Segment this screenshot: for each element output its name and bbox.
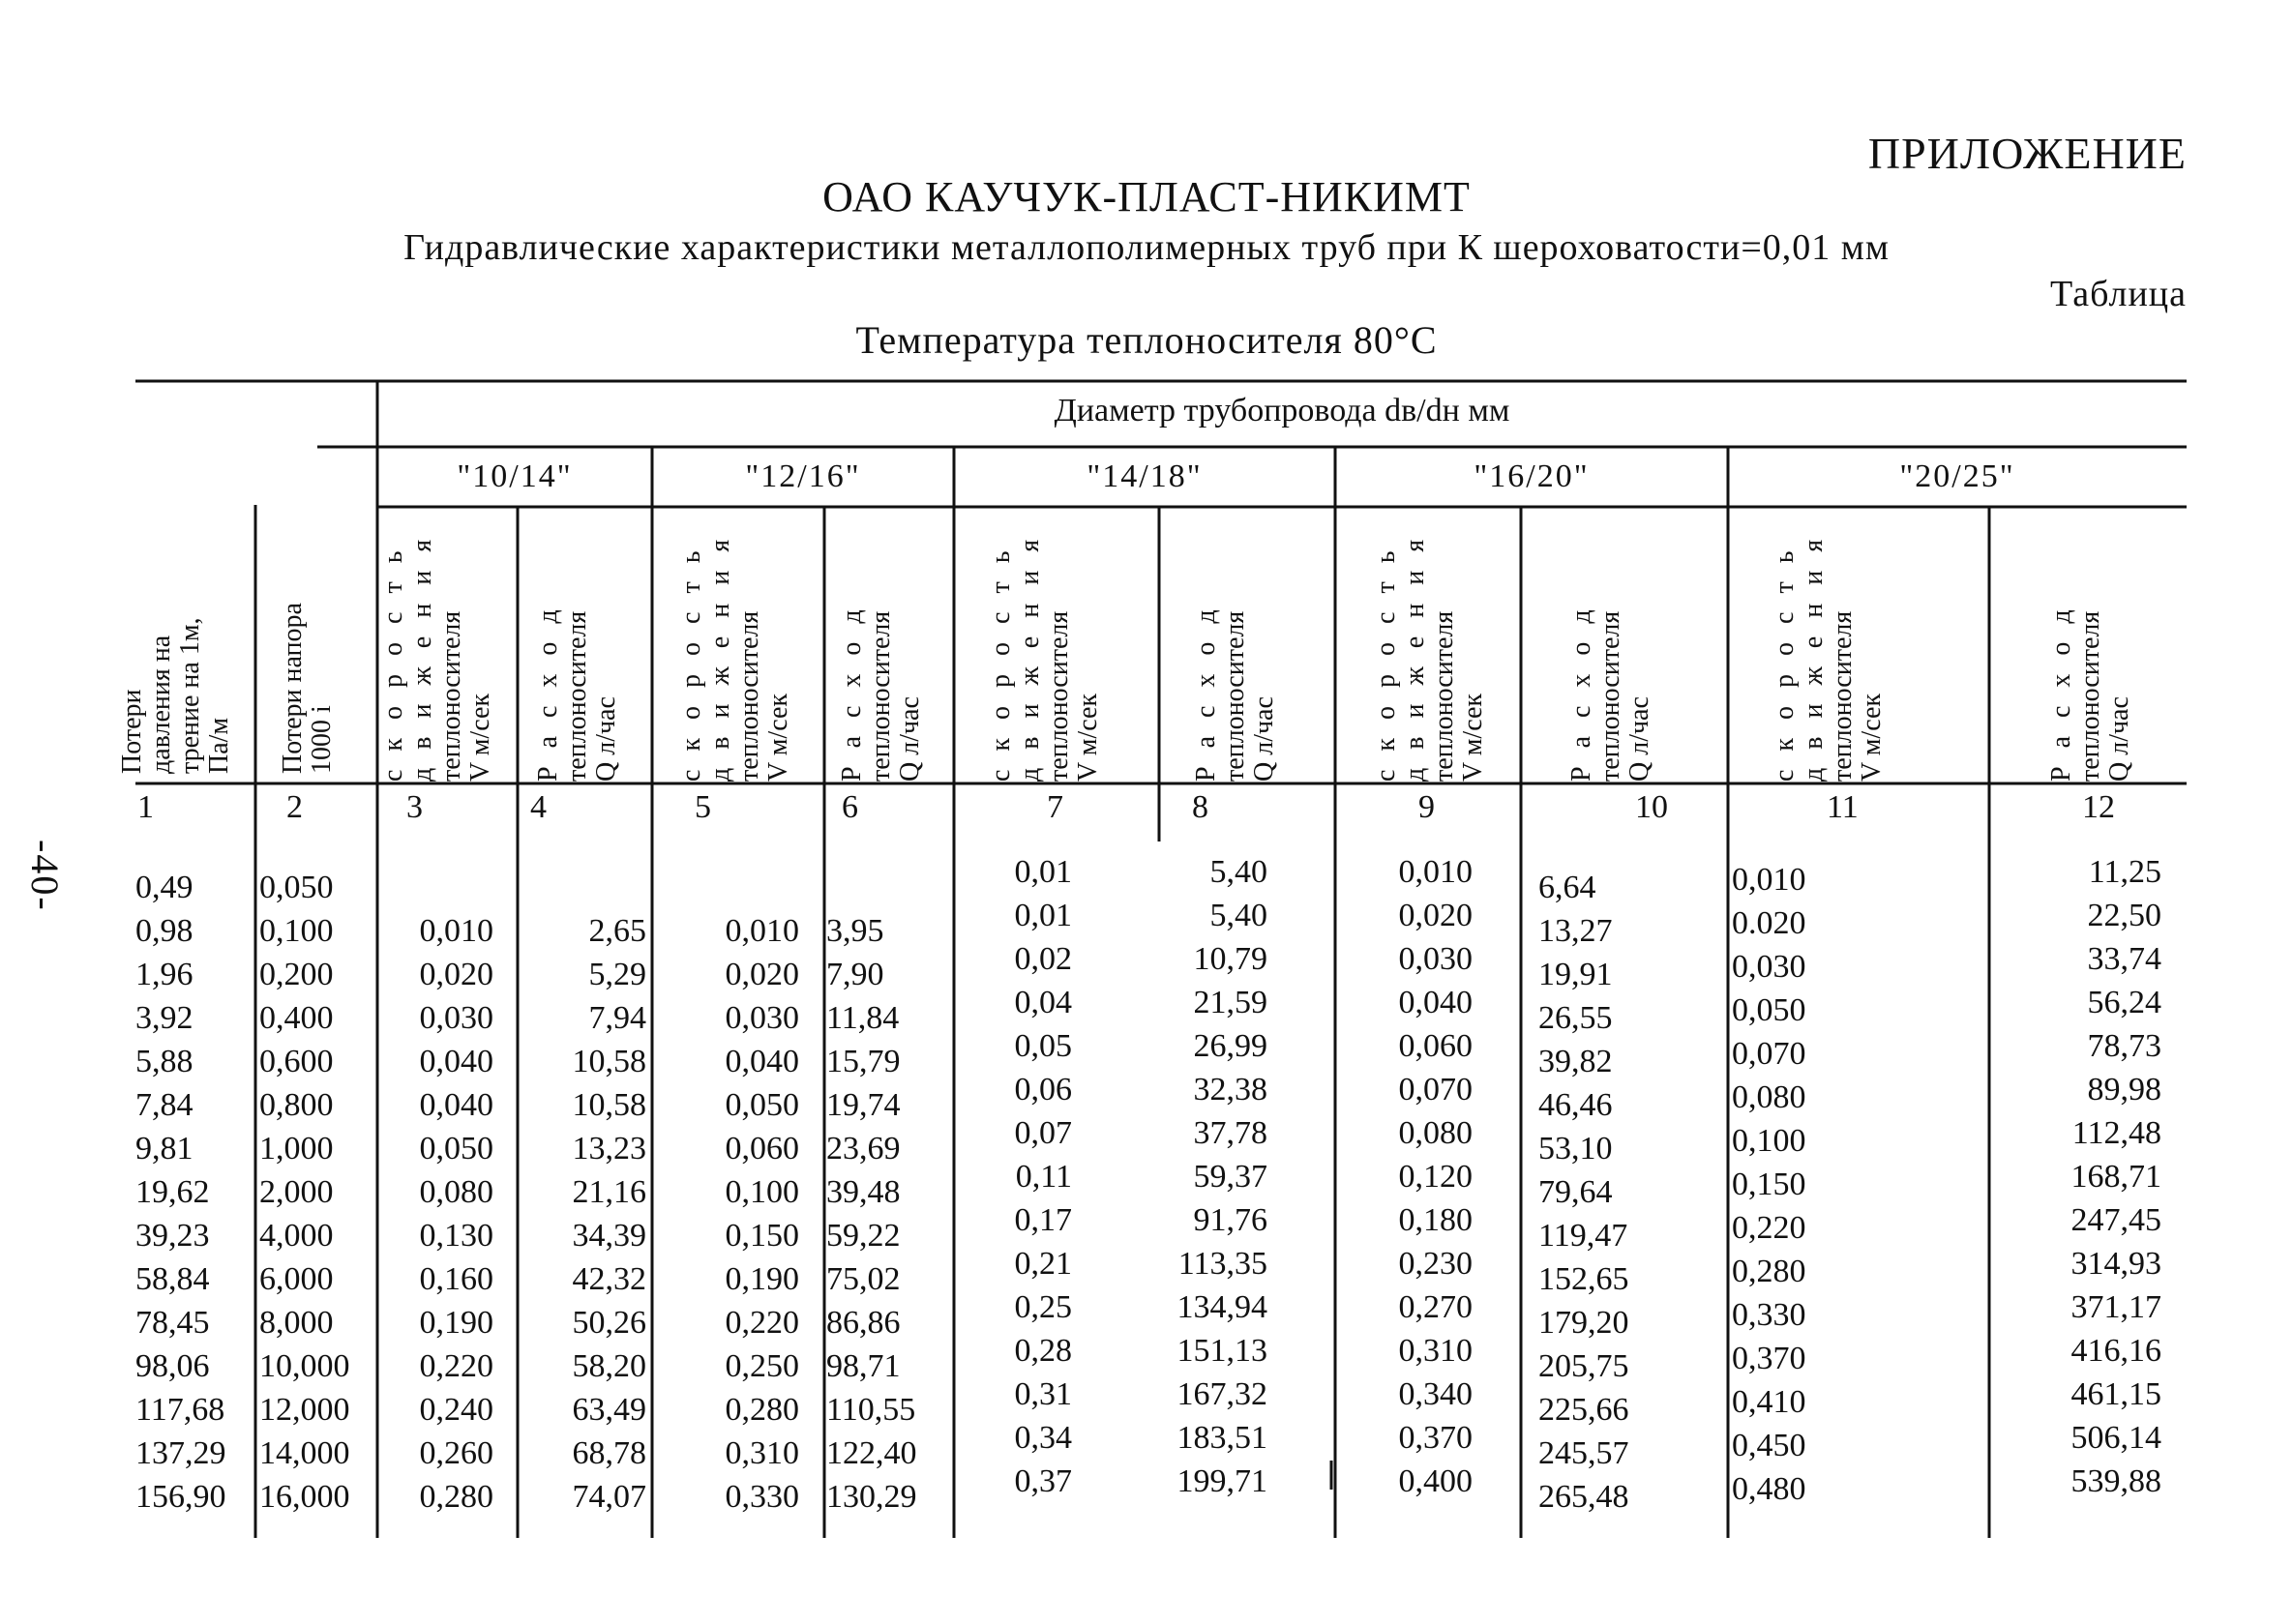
header-line: Q л/час: [895, 696, 925, 782]
table-cell: 0,49: [135, 870, 194, 905]
table-cell: 0,050: [419, 1131, 493, 1166]
table-cell: 0,250: [725, 1348, 799, 1384]
table-cell: 167,32: [1176, 1376, 1267, 1412]
table-cell: 6,000: [259, 1261, 334, 1297]
header-pressure-loss: [118, 617, 234, 774]
column-number: 5: [695, 789, 711, 825]
table-cell: 9,81: [135, 1131, 194, 1166]
table-cell: 75,02: [826, 1261, 901, 1297]
table-cell: 416,16: [2070, 1333, 2161, 1369]
table-cell: 0,080: [419, 1174, 493, 1210]
column-number: 3: [406, 789, 423, 825]
table-cell: 539,88: [2070, 1463, 2161, 1499]
header-line: д в и ж е н и я: [705, 533, 735, 782]
header-line: V м/сек: [763, 693, 793, 782]
table-cell: 86,86: [826, 1305, 901, 1341]
table-cell: 225,66: [1538, 1392, 1629, 1428]
table-cell: 0,37: [1014, 1463, 1072, 1499]
table-cell: 59,22: [826, 1218, 901, 1254]
table-cell: 2,000: [259, 1174, 334, 1210]
table-cell: 15,79: [826, 1044, 901, 1079]
table-cell: 179,20: [1538, 1305, 1629, 1341]
table-cell: 0,010: [1732, 862, 1806, 898]
organization-title: ОАО КАУЧУК-ПЛАСТ-НИКИМТ: [822, 173, 1471, 221]
header-flow-10-14: [534, 604, 621, 782]
table-cell: 0,030: [1398, 941, 1473, 977]
table-cell: 0,01: [1014, 854, 1072, 890]
group-label-10-14: "10/14": [457, 458, 573, 494]
table-cell: 0,330: [1732, 1297, 1806, 1333]
column-number: 4: [530, 789, 547, 825]
table-cell: 53,10: [1538, 1131, 1613, 1166]
table-cell: 0,060: [1398, 1028, 1473, 1064]
table-cell: 21,59: [1193, 985, 1267, 1020]
header-flow-12-16: [838, 604, 925, 782]
table-cell: 0,400: [259, 1000, 334, 1036]
table-cell: 0,030: [419, 1000, 493, 1036]
table-cell: 79,64: [1538, 1174, 1613, 1210]
header-line: V м/сек: [465, 693, 495, 782]
table-cell: 13,23: [572, 1131, 646, 1166]
table-cell: 0,160: [419, 1261, 493, 1297]
column-number: 6: [842, 789, 858, 825]
table-cell: 130,29: [826, 1479, 917, 1515]
header-line: д в и ж е н и я: [407, 533, 437, 782]
table-cell: 0,21: [1014, 1246, 1072, 1282]
table-cell: 5,29: [588, 957, 646, 992]
table-cell: 0,100: [725, 1174, 799, 1210]
table-cell: 74,07: [572, 1479, 646, 1515]
table-cell: 0,080: [1732, 1079, 1806, 1115]
table-cell: 156,90: [135, 1479, 226, 1515]
table-cell: 199,71: [1176, 1463, 1267, 1499]
table-cell: 0,04: [1014, 985, 1072, 1020]
header-line: Q л/час: [1624, 696, 1654, 782]
header-flow-14-18: [1192, 604, 1279, 782]
table-cell: 0,010: [1398, 854, 1473, 890]
table-cell: 122,40: [826, 1435, 917, 1471]
table-cell: 0,040: [419, 1044, 493, 1079]
table-cell: 10,000: [259, 1348, 350, 1384]
table-cell: 0,040: [725, 1044, 799, 1079]
header-line: с к о р о с т ь: [676, 545, 706, 782]
table-cell: 0,240: [419, 1392, 493, 1428]
table-cell: 0,06: [1014, 1072, 1072, 1107]
header-line: с к о р о с т ь: [986, 545, 1016, 782]
table-cell: 247,45: [2070, 1202, 2161, 1238]
column-number: 11: [1827, 789, 1859, 825]
table-cell: 0,370: [1398, 1420, 1473, 1456]
table-cell: 11,25: [2088, 854, 2161, 890]
column-number: 2: [286, 789, 303, 825]
table-cell: 16,000: [259, 1479, 350, 1515]
table-cell: 10,58: [572, 1044, 646, 1079]
table-cell: 0,150: [725, 1218, 799, 1254]
table-cell: 0,25: [1014, 1289, 1072, 1325]
table-cell: 0,98: [135, 913, 194, 949]
table-cell: 0,060: [725, 1131, 799, 1166]
table-cell: 0,040: [419, 1087, 493, 1123]
table-cell: 6,64: [1538, 870, 1596, 905]
table-cell: 0,020: [419, 957, 493, 992]
header-line: с к о р о с т ь: [378, 545, 408, 782]
header-line: с к о р о с т ь: [1371, 545, 1401, 782]
column-number: 9: [1418, 789, 1435, 825]
header-velocity-20-25: [1771, 534, 1887, 782]
header-line: Потери: [117, 689, 147, 774]
table-cell: 0,600: [259, 1044, 334, 1079]
header-line: д в и ж е н и я: [1799, 533, 1829, 782]
table-cell: 1,96: [135, 957, 194, 992]
table-cell: 89,98: [2087, 1072, 2161, 1107]
table-cell: 0,200: [259, 957, 334, 992]
table-cell: 0,190: [725, 1261, 799, 1297]
table-cell: 506,14: [2070, 1420, 2161, 1456]
table-cell: 0,310: [1398, 1333, 1473, 1369]
table-cell: 371,17: [2070, 1289, 2161, 1325]
table-cell: 0,040: [1398, 985, 1473, 1020]
table-cell: 0,410: [1732, 1384, 1806, 1420]
table-cell: 0,020: [1398, 898, 1473, 933]
table-cell: 5,88: [135, 1044, 194, 1079]
table-cell: 32,38: [1193, 1072, 1267, 1107]
header-line: Р а с х о д: [837, 604, 867, 782]
column-number: 10: [1635, 789, 1668, 825]
header-velocity-12-16: [677, 534, 793, 782]
table-cell: 0,050: [1732, 992, 1806, 1028]
table-cell: 2,65: [588, 913, 646, 949]
table-cell: 152,65: [1538, 1261, 1629, 1297]
table-cell: 0,100: [1732, 1123, 1806, 1159]
table-cell: 0,11: [1015, 1159, 1072, 1195]
table-cell: 113,35: [1177, 1246, 1267, 1282]
table-cell: 0,020: [725, 957, 799, 992]
header-line: Р а с х о д: [1566, 604, 1596, 782]
column-number: 1: [137, 789, 154, 825]
table-cell: 78,73: [2087, 1028, 2161, 1064]
table-cell: 22,50: [2087, 898, 2161, 933]
table-cell: 119,47: [1538, 1218, 1628, 1254]
table-cell: 63,49: [572, 1392, 646, 1428]
table-cell: 134,94: [1176, 1289, 1267, 1325]
header-line: V м/сек: [1073, 693, 1103, 782]
header-line: теплоносителя: [734, 610, 764, 782]
table-cell: 26,99: [1193, 1028, 1267, 1064]
table-cell: 0,02: [1014, 941, 1072, 977]
table-cell: 13,27: [1538, 913, 1613, 949]
table-cell: 0,01: [1014, 898, 1072, 933]
table-cell: 265,48: [1538, 1479, 1629, 1515]
table-cell: 0,370: [1732, 1341, 1806, 1376]
table-cell: 7,84: [135, 1087, 194, 1123]
table-cell: 68,78: [572, 1435, 646, 1471]
table-cell: 34,39: [572, 1218, 646, 1254]
table-cell: 205,75: [1538, 1348, 1629, 1384]
table-cell: 110,55: [826, 1392, 916, 1428]
table-cell: 98,06: [135, 1348, 210, 1384]
table-cell: 0,130: [419, 1218, 493, 1254]
table-cell: 0.020: [1732, 905, 1806, 941]
header-line: V м/сек: [1458, 693, 1488, 782]
table-cell: 3,95: [826, 913, 884, 949]
table-cell: 59,37: [1193, 1159, 1267, 1195]
header-line: теплоносителя: [2075, 610, 2105, 782]
header-line: теплоносителя: [436, 610, 466, 782]
table-cell: 23,69: [826, 1131, 901, 1166]
document-subtitle: Гидравлические характеристики металлополимерных труб при К шероховатости=0,01 мм: [403, 227, 1890, 268]
table-cell: 0,030: [1732, 949, 1806, 985]
header-line: д в и ж е н и я: [1400, 533, 1430, 782]
header-line: теплоносителя: [1044, 610, 1074, 782]
diameter-header: Диаметр трубопровода dв/dн мм: [1054, 393, 1510, 428]
group-label-20-25: "20/25": [1899, 458, 2015, 494]
header-velocity-10-14: [379, 534, 495, 782]
table-cell: 0,330: [725, 1479, 799, 1515]
table-cell: 183,51: [1176, 1420, 1267, 1456]
table-cell: 7,90: [826, 957, 884, 992]
header-line: д в и ж е н и я: [1015, 533, 1045, 782]
table-cell: 112,48: [2071, 1115, 2161, 1151]
table-cell: 0,220: [1732, 1210, 1806, 1246]
table-cell: 0,190: [419, 1305, 493, 1341]
table-cell: 0,280: [419, 1479, 493, 1515]
table-cell: 42,32: [572, 1261, 646, 1297]
table-cell: 168,71: [2070, 1159, 2161, 1195]
table-cell: 14,000: [259, 1435, 350, 1471]
header-line: теплоносителя: [1828, 610, 1858, 782]
table-cell: 0,07: [1014, 1115, 1072, 1151]
header-line: Q л/час: [1249, 696, 1279, 782]
header-line: теплоносителя: [1220, 610, 1250, 782]
table-cell: 0,050: [259, 870, 334, 905]
table-cell: 0,150: [1732, 1166, 1806, 1202]
header-line: Р а с х о д: [533, 604, 563, 782]
table-cell: 8,000: [259, 1305, 334, 1341]
table-cell: 1,000: [259, 1131, 334, 1166]
table-cell: 39,82: [1538, 1044, 1613, 1079]
table-cell: 0,260: [419, 1435, 493, 1471]
table-cell: 58,84: [135, 1261, 210, 1297]
header-flow-16-20: [1567, 604, 1654, 782]
header-line: Q л/час: [591, 696, 621, 782]
table-cell: 0,310: [725, 1435, 799, 1471]
table-cell: 0,28: [1014, 1333, 1072, 1369]
table-cell: 56,24: [2087, 985, 2161, 1020]
group-label-16-20: "16/20": [1474, 458, 1590, 494]
table-cell: 0,340: [1398, 1376, 1473, 1412]
table-cell: 4,000: [259, 1218, 334, 1254]
table-cell: 19,91: [1538, 957, 1613, 992]
header-line: теплоносителя: [1429, 610, 1459, 782]
header-line: Потери напора: [278, 603, 308, 774]
table-cell: 37,78: [1193, 1115, 1267, 1151]
header-line: V м/сек: [1857, 693, 1887, 782]
table-cell: 0,050: [725, 1087, 799, 1123]
header-velocity-16-20: [1372, 534, 1488, 782]
table-cell: 26,55: [1538, 1000, 1613, 1036]
table-cell: 0,010: [725, 913, 799, 949]
appendix-heading: ПРИЛОЖЕНИЕ: [1867, 129, 2187, 178]
table-cell: 19,74: [826, 1087, 901, 1123]
header-line: 1000 i: [307, 705, 337, 774]
temperature-heading: Температура теплоносителя 80°С: [855, 318, 1438, 362]
table-cell: 5,40: [1209, 898, 1267, 933]
table-cell: 151,13: [1176, 1333, 1267, 1369]
group-label-12-16: "12/16": [745, 458, 861, 494]
column-number: 7: [1047, 789, 1063, 825]
table-cell: 11,84: [826, 1000, 900, 1036]
header-velocity-14-18: [987, 534, 1103, 782]
column-number: 12: [2082, 789, 2115, 825]
header-line: Р а с х о д: [2046, 604, 2076, 782]
table-cell: 12,000: [259, 1392, 350, 1428]
table-cell: 19,62: [135, 1174, 210, 1210]
table-cell: 0,010: [419, 913, 493, 949]
table-cell: 0,34: [1014, 1420, 1072, 1456]
table-cell: 0,31: [1014, 1376, 1072, 1412]
table-cell: 137,29: [135, 1435, 226, 1471]
table-cell: 0,280: [725, 1392, 799, 1428]
table-cell: 21,16: [572, 1174, 646, 1210]
table-cell: 5,40: [1209, 854, 1267, 890]
table-cell: 33,74: [2087, 941, 2161, 977]
table-cell: 39,48: [826, 1174, 901, 1210]
table-cell: 314,93: [2070, 1246, 2161, 1282]
header-line: теплоносителя: [866, 610, 896, 782]
header-line: с к о р о с т ь: [1770, 545, 1800, 782]
table-cell: 0,220: [725, 1305, 799, 1341]
table-cell: 461,15: [2070, 1376, 2161, 1412]
table-cell: 39,23: [135, 1218, 210, 1254]
table-cell: 245,57: [1538, 1435, 1629, 1471]
table-cell: 0,230: [1398, 1246, 1473, 1282]
header-head-loss: [279, 603, 337, 774]
table-cell: 117,68: [135, 1392, 225, 1428]
column-number: 8: [1192, 789, 1208, 825]
header-line: теплоносителя: [1595, 610, 1625, 782]
table-cell: 7,94: [588, 1000, 646, 1036]
table-cell: 0,180: [1398, 1202, 1473, 1238]
header-line: Па/м: [204, 717, 234, 774]
table-cell: 0,280: [1732, 1254, 1806, 1289]
table-cell: 0,030: [725, 1000, 799, 1036]
table-cell: 3,92: [135, 1000, 194, 1036]
table-cell: 0,120: [1398, 1159, 1473, 1195]
table-cell: 10,79: [1193, 941, 1267, 977]
table-cell: 0,450: [1732, 1428, 1806, 1463]
table-cell: 0,400: [1398, 1463, 1473, 1499]
table-cell: 0,070: [1732, 1036, 1806, 1072]
table-cell: 50,26: [572, 1305, 646, 1341]
table-label: Таблица: [2049, 274, 2187, 314]
table-cell: 58,20: [572, 1348, 646, 1384]
page-number: -40-: [23, 840, 67, 912]
table-cell: 0,17: [1014, 1202, 1072, 1238]
header-line: давления на: [146, 635, 176, 774]
table-cell: 46,46: [1538, 1087, 1613, 1123]
table-cell: 0,100: [259, 913, 334, 949]
header-flow-20-25: [2047, 604, 2134, 782]
group-label-14-18: "14/18": [1087, 458, 1203, 494]
header-line: трение на 1м,: [175, 617, 205, 774]
table-cell: 0,05: [1014, 1028, 1072, 1064]
table-cell: 78,45: [135, 1305, 210, 1341]
table-cell: 0,800: [259, 1087, 334, 1123]
table-cell: 0,480: [1732, 1471, 1806, 1507]
table-cell: 98,71: [826, 1348, 901, 1384]
table-cell: 91,76: [1193, 1202, 1267, 1238]
table-cell: 0,220: [419, 1348, 493, 1384]
header-line: Р а с х о д: [1191, 604, 1221, 782]
header-line: Q л/час: [2104, 696, 2134, 782]
table-cell: 10,58: [572, 1087, 646, 1123]
table-cell: 0,270: [1398, 1289, 1473, 1325]
table-cell: 0,080: [1398, 1115, 1473, 1151]
table-cell: 0,070: [1398, 1072, 1473, 1107]
header-line: теплоносителя: [562, 610, 592, 782]
